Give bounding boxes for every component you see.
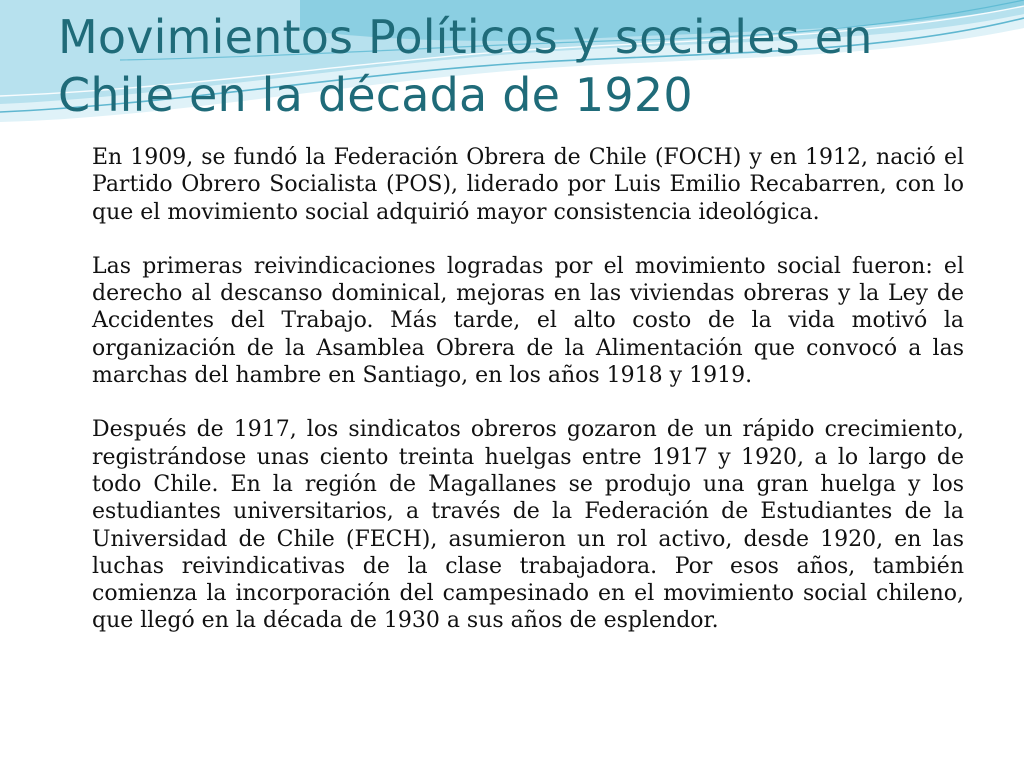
paragraph-foch-pos: En 1909, se fundó la Federación Obrera de Chile (FOCH) y en 1912, nació el Partido Obrero Socialista (POS), liderado por Luis Emilio Recabarren, con lo que el movimiento social adquirió mayor consistencia ideológica. <box>92 145 964 225</box>
paragraph-sindicatos: Después de 1917, los sindicatos obreros gozaron de un rápido crecimiento, registrándose unas ciento treinta huelgas entre 1917 y 1920, a lo largo de todo Chile. En la región de Magallanes se produjo una gran huelga y los estudiantes universitarios, a través de la Federación de Estudiantes de la Universidad de Chile (FECH), asumieron un rol activo, desde 1920, en las luchas reivindicativas de la clase trabajadora. Por esos años, también comienza la incorporación del campesinado en el movimiento social chileno, que llegó en la década de 1930 a sus años de esplendor. <box>92 417 964 634</box>
paragraph-reivindicaciones: Las primeras reivindicaciones logradas por el movimiento social fueron: el derecho al descanso dominical, mejoras en las viviendas obreras y la Ley de Accidentes del Trabajo. Más tarde, el alto costo de la vida motivó la organización de la Asamblea Obrera de la Alimentación que convocó a las marchas del hambre en Santiago, en los años 1918 y 1919. <box>92 253 964 389</box>
slide-title: Movimientos Políticos y sociales en Chile en la década de 1920 <box>58 10 873 122</box>
slide-body <box>92 144 964 662</box>
